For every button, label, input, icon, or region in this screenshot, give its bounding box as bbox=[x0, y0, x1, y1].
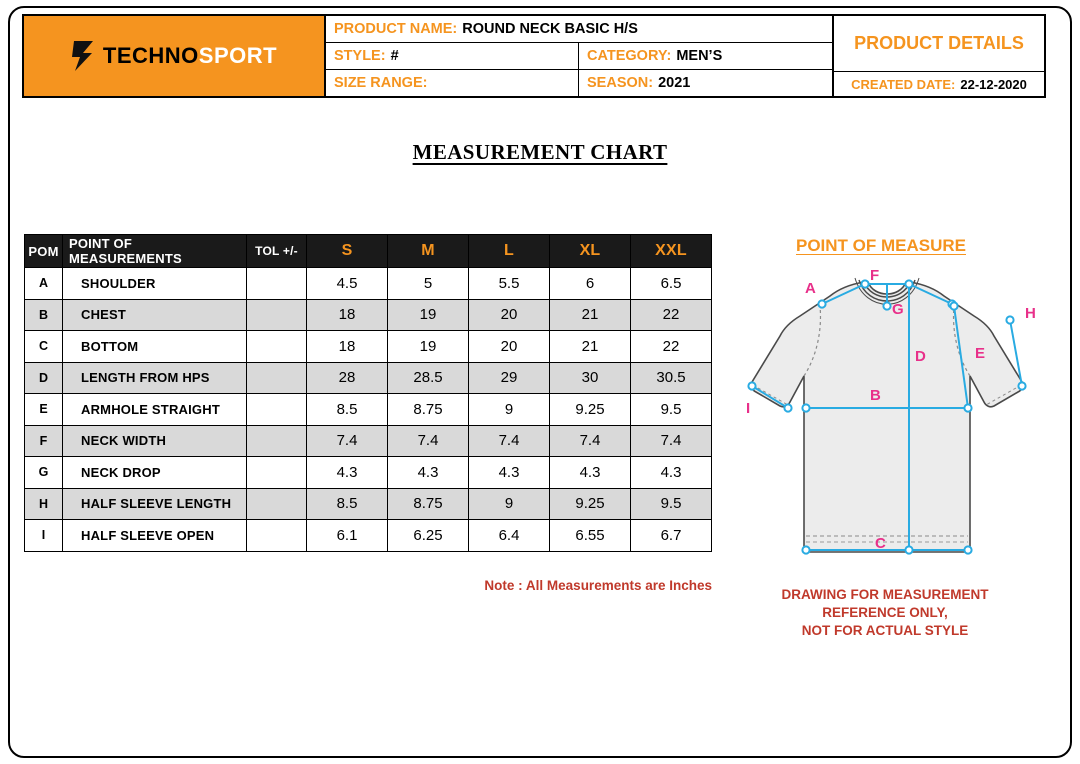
category-label: CATEGORY: bbox=[587, 48, 672, 64]
cell-size-xl: 30 bbox=[550, 362, 631, 394]
header-info-cell bbox=[326, 16, 832, 96]
category-value: MEN’S bbox=[676, 48, 723, 64]
col-pom: POM bbox=[25, 235, 63, 268]
cell-size-m: 8.75 bbox=[388, 488, 469, 520]
table-row bbox=[25, 394, 712, 426]
cell-size-l: 6.4 bbox=[469, 520, 550, 552]
product-details-title: PRODUCT DETAILS bbox=[834, 16, 1044, 72]
col-size-xxl: XXL bbox=[631, 235, 712, 268]
marker-label-I: I bbox=[746, 400, 751, 417]
cell-size-l: 5.5 bbox=[469, 268, 550, 300]
header-row-product bbox=[326, 16, 832, 43]
marker-label-F: F bbox=[870, 267, 880, 284]
marker-label-C: C bbox=[875, 535, 886, 552]
table-row bbox=[25, 488, 712, 520]
cell-size-l: 20 bbox=[469, 299, 550, 331]
cell-size-l: 29 bbox=[469, 362, 550, 394]
field-style bbox=[326, 43, 579, 69]
tshirt-svg bbox=[722, 258, 1052, 588]
cell-size-l: 20 bbox=[469, 331, 550, 363]
cell-pom: C bbox=[25, 331, 63, 363]
brand-logo bbox=[71, 41, 277, 71]
cell-size-m: 28.5 bbox=[388, 362, 469, 394]
disclaimer-line-2: REFERENCE ONLY, bbox=[822, 604, 948, 620]
style-value: # bbox=[390, 48, 399, 64]
cell-size-l: 9 bbox=[469, 394, 550, 426]
cell-size-xl: 21 bbox=[550, 299, 631, 331]
marker-label-H: H bbox=[1025, 305, 1036, 322]
cell-size-xxl: 6.7 bbox=[631, 520, 712, 552]
cell-size-s: 4.5 bbox=[307, 268, 388, 300]
cell-size-l: 9 bbox=[469, 488, 550, 520]
product-details-cell bbox=[832, 16, 1044, 96]
measurement-table bbox=[24, 234, 712, 552]
cell-size-m: 5 bbox=[388, 268, 469, 300]
product-name-value: ROUND NECK BASIC H/S bbox=[462, 21, 638, 37]
cell-size-xl: 6.55 bbox=[550, 520, 631, 552]
field-created-date bbox=[834, 72, 1044, 96]
diagram-disclaimer bbox=[740, 586, 1030, 639]
cell-size-xl: 7.4 bbox=[550, 425, 631, 457]
cell-tol bbox=[247, 488, 307, 520]
col-size-xl: XL bbox=[550, 235, 631, 268]
cell-tol bbox=[247, 299, 307, 331]
table-row bbox=[25, 457, 712, 489]
cell-size-xxl: 30.5 bbox=[631, 362, 712, 394]
cell-size-s: 7.4 bbox=[307, 425, 388, 457]
brand-name bbox=[103, 43, 277, 69]
cell-size-m: 19 bbox=[388, 299, 469, 331]
tshirt-measurement-diagram bbox=[722, 258, 1052, 588]
cell-pom: D bbox=[25, 362, 63, 394]
table-row bbox=[25, 331, 712, 363]
cell-size-xl: 9.25 bbox=[550, 394, 631, 426]
marker-label-E: E bbox=[975, 345, 986, 362]
table-header bbox=[25, 235, 712, 268]
cell-size-xxl: 6.5 bbox=[631, 268, 712, 300]
col-size-s: S bbox=[307, 235, 388, 268]
disclaimer-line-1: DRAWING FOR MEASUREMENT bbox=[781, 587, 989, 602]
cell-size-s: 4.3 bbox=[307, 457, 388, 489]
created-date-label: CREATED DATE: bbox=[851, 76, 956, 92]
cell-size-s: 8.5 bbox=[307, 488, 388, 520]
col-size-m: M bbox=[388, 235, 469, 268]
col-tolerance: TOL +/- bbox=[247, 235, 307, 268]
table-row bbox=[25, 362, 712, 394]
cell-size-xxl: 4.3 bbox=[631, 457, 712, 489]
brand-logo-cell bbox=[24, 16, 326, 96]
cell-pom: B bbox=[25, 299, 63, 331]
lightning-bolt-icon bbox=[71, 41, 97, 71]
product-name-label: PRODUCT NAME: bbox=[334, 21, 458, 37]
table-header-row bbox=[25, 235, 712, 268]
table-row bbox=[25, 520, 712, 552]
brand-name-dark: TECHNO bbox=[102, 43, 199, 68]
marker-label-G: G bbox=[892, 301, 904, 318]
cell-size-xxl: 7.4 bbox=[631, 425, 712, 457]
cell-size-xxl: 9.5 bbox=[631, 394, 712, 426]
header-row-size bbox=[326, 70, 832, 96]
cell-tol bbox=[247, 520, 307, 552]
cell-size-m: 4.3 bbox=[388, 457, 469, 489]
field-size-range bbox=[326, 70, 579, 96]
cell-name: ARMHOLE STRAIGHT bbox=[63, 394, 247, 426]
field-product-name bbox=[326, 16, 832, 42]
header-row-style bbox=[326, 43, 832, 70]
cell-size-xxl: 9.5 bbox=[631, 488, 712, 520]
cell-tol bbox=[247, 331, 307, 363]
cell-name: NECK WIDTH bbox=[63, 425, 247, 457]
cell-name: CHEST bbox=[63, 299, 247, 331]
cell-size-s: 8.5 bbox=[307, 394, 388, 426]
table-row bbox=[25, 425, 712, 457]
season-value: 2021 bbox=[658, 75, 691, 91]
cell-size-s: 28 bbox=[307, 362, 388, 394]
cell-size-xl: 4.3 bbox=[550, 457, 631, 489]
marker-label-A: A bbox=[805, 280, 816, 297]
cell-size-m: 8.75 bbox=[388, 394, 469, 426]
created-date-value: 22-12-2020 bbox=[960, 76, 1027, 92]
col-point-of-measurements: POINT OF MEASUREMENTS bbox=[63, 235, 247, 268]
cell-name: HALF SLEEVE LENGTH bbox=[63, 488, 247, 520]
marker-label-B: B bbox=[870, 387, 881, 404]
cell-tol bbox=[247, 362, 307, 394]
cell-size-m: 6.25 bbox=[388, 520, 469, 552]
cell-size-l: 7.4 bbox=[469, 425, 550, 457]
cell-pom: H bbox=[25, 488, 63, 520]
field-category bbox=[579, 43, 832, 69]
size-range-label: SIZE RANGE: bbox=[334, 75, 428, 91]
brand-name-light: SPORT bbox=[198, 43, 278, 68]
cell-pom: G bbox=[25, 457, 63, 489]
cell-tol bbox=[247, 268, 307, 300]
cell-size-s: 6.1 bbox=[307, 520, 388, 552]
cell-size-m: 7.4 bbox=[388, 425, 469, 457]
cell-tol bbox=[247, 457, 307, 489]
cell-size-xl: 9.25 bbox=[550, 488, 631, 520]
cell-name: SHOULDER bbox=[63, 268, 247, 300]
cell-size-m: 19 bbox=[388, 331, 469, 363]
cell-size-xl: 21 bbox=[550, 331, 631, 363]
style-label: STYLE: bbox=[334, 48, 386, 64]
point-of-measure-title: POINT OF MEASURE bbox=[795, 236, 966, 255]
cell-pom: A bbox=[25, 268, 63, 300]
cell-tol bbox=[247, 394, 307, 426]
cell-name: NECK DROP bbox=[63, 457, 247, 489]
marker-label-D: D bbox=[915, 348, 926, 365]
page-title: MEASUREMENT CHART bbox=[412, 140, 668, 164]
cell-size-s: 18 bbox=[307, 299, 388, 331]
cell-pom: F bbox=[25, 425, 63, 457]
col-size-l: L bbox=[469, 235, 550, 268]
field-season bbox=[579, 70, 832, 96]
cell-name: LENGTH FROM HPS bbox=[63, 362, 247, 394]
table-row bbox=[25, 299, 712, 331]
disclaimer-line-3: NOT FOR ACTUAL STYLE bbox=[801, 622, 969, 638]
cell-size-xxl: 22 bbox=[631, 331, 712, 363]
cell-pom: I bbox=[25, 520, 63, 552]
measurement-note: Note : All Measurements are Inches bbox=[484, 578, 712, 593]
header-block bbox=[22, 14, 1046, 98]
season-label: SEASON: bbox=[587, 75, 654, 91]
cell-size-l: 4.3 bbox=[469, 457, 550, 489]
cell-name: BOTTOM bbox=[63, 331, 247, 363]
cell-size-xl: 6 bbox=[550, 268, 631, 300]
cell-size-xxl: 22 bbox=[631, 299, 712, 331]
cell-pom: E bbox=[25, 394, 63, 426]
table-row bbox=[25, 268, 712, 300]
table-body bbox=[25, 268, 712, 552]
cell-tol bbox=[247, 425, 307, 457]
cell-name: HALF SLEEVE OPEN bbox=[63, 520, 247, 552]
cell-size-s: 18 bbox=[307, 331, 388, 363]
